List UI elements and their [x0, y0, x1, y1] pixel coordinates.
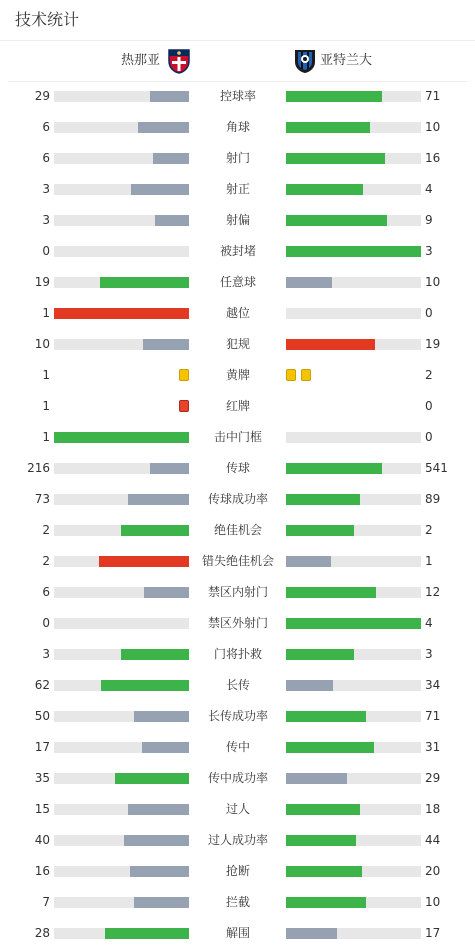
stat-row [0, 918, 475, 949]
home-stat-bar-fill [99, 556, 189, 567]
home-stat-bar-fill [124, 835, 189, 846]
away-stat-value: 71 [425, 89, 441, 103]
stat-label: 禁区外射门 [207, 616, 268, 630]
away-stat-value: 4 [425, 616, 433, 630]
stat-label: 黄牌 [225, 368, 250, 382]
away-stat-value: 0 [425, 306, 433, 320]
home-stat-bar [54, 897, 189, 908]
stat-row [0, 360, 475, 391]
stat-row [0, 329, 475, 360]
stat-row [0, 298, 475, 329]
stat-label: 长传成功率 [207, 709, 268, 723]
away-stat-bar [286, 556, 421, 567]
stat-label: 长传 [225, 678, 250, 692]
home-stat-bar [54, 587, 189, 598]
home-stat-value: 17 [34, 740, 50, 754]
away-stat-value: 0 [425, 399, 433, 413]
away-stat-bar [286, 184, 421, 195]
stat-label: 任意球 [219, 275, 256, 289]
away-stat-bar [286, 494, 421, 505]
away-stat-value: 31 [425, 740, 441, 754]
stat-label: 过人 [225, 802, 250, 816]
home-stat-bar-fill [128, 804, 189, 815]
away-stat-bar [286, 618, 421, 629]
stat-label: 过人成功率 [207, 833, 268, 847]
away-stat-bar [286, 835, 421, 846]
home-stat-bar [54, 339, 189, 350]
home-stat-value: 6 [42, 120, 50, 134]
yellow-card-icon [301, 369, 311, 381]
away-stat-value: 89 [425, 492, 441, 506]
stat-label: 传球成功率 [207, 492, 268, 506]
home-stat-bar-fill [143, 339, 189, 350]
stat-row [0, 763, 475, 794]
stat-row [0, 608, 475, 639]
home-stat-bar [54, 742, 189, 753]
genoa-crest-icon [167, 48, 191, 74]
away-stat-bar [286, 897, 421, 908]
yellow-card-icon [286, 369, 296, 381]
stat-row [0, 577, 475, 608]
away-stat-bar-fill [286, 711, 366, 722]
away-stat-bar [286, 463, 421, 474]
home-stat-value: 0 [42, 244, 50, 258]
stat-label: 绝佳机会 [213, 523, 262, 537]
stat-row [0, 887, 475, 918]
away-stat-value: 17 [425, 926, 441, 940]
stat-row [0, 422, 475, 453]
home-stat-bar [54, 773, 189, 784]
home-stat-value: 73 [34, 492, 50, 506]
stat-row [0, 856, 475, 887]
stat-row [0, 205, 475, 236]
home-stat-bar-fill [150, 91, 189, 102]
home-stat-bar [54, 649, 189, 660]
stat-label: 射偏 [225, 213, 250, 227]
stat-label: 传中成功率 [207, 771, 268, 785]
home-stat-value: 62 [34, 678, 50, 692]
away-stat-bar-fill [286, 153, 385, 164]
stat-row [0, 267, 475, 298]
home-stat-value: 10 [34, 337, 50, 351]
away-stat-bar [286, 742, 421, 753]
home-stat-bar [54, 215, 189, 226]
home-stat-bar-fill [144, 587, 189, 598]
home-stat-value: 216 [27, 461, 50, 475]
home-stat-value: 35 [34, 771, 50, 785]
home-stat-bar-fill [54, 308, 189, 319]
home-stat-value: 3 [42, 647, 50, 661]
home-stat-bar-fill [115, 773, 189, 784]
home-stat-value: 16 [34, 864, 50, 878]
away-stat-bar-fill [286, 773, 347, 784]
home-stat-bar [54, 866, 189, 877]
away-stat-bar [286, 308, 421, 319]
red-card-icon [179, 400, 189, 412]
stat-label: 被封堵 [219, 244, 256, 258]
home-stat-value: 29 [34, 89, 50, 103]
stat-label: 解围 [225, 926, 250, 940]
stat-row [0, 81, 475, 112]
away-stat-bar [286, 773, 421, 784]
stat-row [0, 639, 475, 670]
stat-label: 犯规 [225, 337, 250, 351]
home-stat-bar-fill [155, 215, 189, 226]
away-stat-value: 16 [425, 151, 441, 165]
title-divider [0, 40, 475, 41]
home-stat-bar [54, 835, 189, 846]
away-stat-value: 44 [425, 833, 441, 847]
stat-label: 控球率 [219, 89, 256, 103]
stat-row [0, 825, 475, 856]
away-stat-bar [286, 711, 421, 722]
away-stat-bar [286, 122, 421, 133]
home-stat-bar [54, 928, 189, 939]
home-stat-bar [54, 804, 189, 815]
stat-label: 射门 [225, 151, 250, 165]
stat-label: 门将扑救 [213, 647, 262, 661]
home-stat-bar-fill [130, 866, 189, 877]
home-stat-bar [54, 184, 189, 195]
away-stat-bar-fill [286, 556, 331, 567]
away-stat-bar [286, 339, 421, 350]
home-stat-bar-fill [131, 184, 189, 195]
stat-label: 抢断 [225, 864, 250, 878]
home-stat-value: 6 [42, 585, 50, 599]
away-stat-bar [286, 432, 421, 443]
stat-row [0, 701, 475, 732]
away-stat-bar [286, 277, 421, 288]
away-stat-bar [286, 804, 421, 815]
home-stat-bar-fill [54, 432, 189, 443]
home-stat-value: 28 [34, 926, 50, 940]
away-stat-bar-fill [286, 277, 332, 288]
stat-row [0, 143, 475, 174]
home-stat-bar [54, 463, 189, 474]
home-stat-bar [54, 122, 189, 133]
away-stat-bar-fill [286, 680, 333, 691]
away-stat-bar-fill [286, 91, 382, 102]
home-stat-bar [54, 525, 189, 536]
home-stat-bar [54, 556, 189, 567]
home-stat-bar-fill [100, 277, 189, 288]
home-stat-value: 2 [42, 523, 50, 537]
stat-row [0, 732, 475, 763]
home-stat-bar [54, 91, 189, 102]
home-stat-bar-fill [121, 525, 189, 536]
home-stat-bar [54, 153, 189, 164]
away-stat-value: 10 [425, 120, 441, 134]
away-stat-bar-fill [286, 649, 354, 660]
home-stat-bar-fill [105, 928, 189, 939]
away-stat-bar [286, 153, 421, 164]
away-stat-bar-fill [286, 463, 382, 474]
home-stat-bar-fill [138, 122, 189, 133]
home-stat-bar-fill [142, 742, 189, 753]
stat-row [0, 484, 475, 515]
stat-label: 红牌 [225, 399, 250, 413]
home-stat-value: 1 [42, 399, 50, 413]
away-stat-value: 2 [425, 368, 433, 382]
stat-row [0, 670, 475, 701]
stat-label: 击中门框 [213, 430, 262, 444]
stat-label: 错失绝佳机会 [201, 554, 274, 568]
home-stat-value: 40 [34, 833, 50, 847]
away-stat-bar-fill [286, 835, 356, 846]
away-stat-bar-fill [286, 897, 366, 908]
home-stat-value: 1 [42, 430, 50, 444]
away-stat-value: 1 [425, 554, 433, 568]
home-stat-bar-fill [101, 680, 189, 691]
home-stat-value: 15 [34, 802, 50, 816]
away-stat-value: 541 [425, 461, 448, 475]
stat-row [0, 515, 475, 546]
yellow-card-icon [179, 369, 189, 381]
away-stat-bar-fill [286, 618, 421, 629]
home-stat-bar-fill [134, 711, 189, 722]
away-stat-value: 34 [425, 678, 441, 692]
home-stat-value: 1 [42, 306, 50, 320]
away-stat-bar-fill [286, 866, 362, 877]
away-stat-bar-fill [286, 494, 360, 505]
away-stat-value: 29 [425, 771, 441, 785]
stat-label: 传球 [225, 461, 250, 475]
home-stat-value: 6 [42, 151, 50, 165]
away-stat-value: 10 [425, 275, 441, 289]
home-stat-value: 1 [42, 368, 50, 382]
away-stat-bar [286, 649, 421, 660]
away-stat-bar-fill [286, 587, 376, 598]
away-stat-bar [286, 928, 421, 939]
stat-label: 传中 [225, 740, 250, 754]
home-stat-bar [54, 711, 189, 722]
away-stat-value: 10 [425, 895, 441, 909]
away-stat-bar [286, 215, 421, 226]
stat-row [0, 174, 475, 205]
stat-label: 越位 [225, 306, 250, 320]
stat-row [0, 794, 475, 825]
away-stat-bar [286, 246, 421, 257]
away-stat-value: 2 [425, 523, 433, 537]
home-stat-bar-fill [153, 153, 189, 164]
page-title: 技术统计 [15, 10, 80, 29]
away-stat-value: 71 [425, 709, 441, 723]
home-team-name: 热那亚 [120, 53, 160, 68]
home-stat-bar [54, 308, 189, 319]
away-stat-bar [286, 587, 421, 598]
atalanta-crest-icon [293, 48, 317, 74]
away-stat-bar [286, 680, 421, 691]
stat-label: 角球 [225, 120, 250, 134]
home-stat-value: 0 [42, 616, 50, 630]
away-stat-bar [286, 866, 421, 877]
home-stat-value: 7 [42, 895, 50, 909]
stat-row [0, 112, 475, 143]
stat-label: 禁区内射门 [207, 585, 268, 599]
away-stat-bar-fill [286, 525, 354, 536]
away-stat-value: 9 [425, 213, 433, 227]
home-stat-value: 50 [34, 709, 50, 723]
stat-label: 射正 [225, 182, 250, 196]
away-stat-value: 3 [425, 244, 433, 258]
home-stat-value: 3 [42, 182, 50, 196]
home-stat-bar [54, 618, 189, 629]
stat-row [0, 391, 475, 422]
away-stat-bar-fill [286, 339, 375, 350]
home-stat-bar [54, 494, 189, 505]
teams-header [0, 42, 475, 80]
home-stat-bar [54, 680, 189, 691]
home-stat-bar [54, 246, 189, 257]
away-stat-bar-fill [286, 928, 337, 939]
away-stat-value: 19 [425, 337, 441, 351]
home-stat-bar-fill [121, 649, 189, 660]
home-stat-bar [54, 277, 189, 288]
home-stat-bar-fill [134, 897, 189, 908]
away-team-name: 亚特兰大 [320, 53, 373, 68]
away-stat-bar-fill [286, 122, 370, 133]
away-stat-value: 4 [425, 182, 433, 196]
away-stat-bar-fill [286, 184, 363, 195]
home-stat-bar-fill [128, 494, 189, 505]
away-stat-value: 18 [425, 802, 441, 816]
away-stat-value: 12 [425, 585, 441, 599]
away-stat-bar-fill [286, 215, 387, 226]
away-stat-bar-fill [286, 246, 421, 257]
stat-row [0, 546, 475, 577]
home-stat-bar [54, 432, 189, 443]
stat-label: 拦截 [225, 895, 250, 909]
stat-row [0, 236, 475, 267]
home-stat-value: 19 [34, 275, 50, 289]
away-stat-bar [286, 525, 421, 536]
away-stat-value: 20 [425, 864, 441, 878]
away-stat-bar-fill [286, 804, 360, 815]
away-stat-bar-fill [286, 742, 374, 753]
home-stat-bar-fill [150, 463, 189, 474]
home-stat-value: 3 [42, 213, 50, 227]
away-stat-value: 3 [425, 647, 433, 661]
away-stat-value: 0 [425, 430, 433, 444]
home-stat-value: 2 [42, 554, 50, 568]
stat-row [0, 453, 475, 484]
away-stat-bar [286, 91, 421, 102]
